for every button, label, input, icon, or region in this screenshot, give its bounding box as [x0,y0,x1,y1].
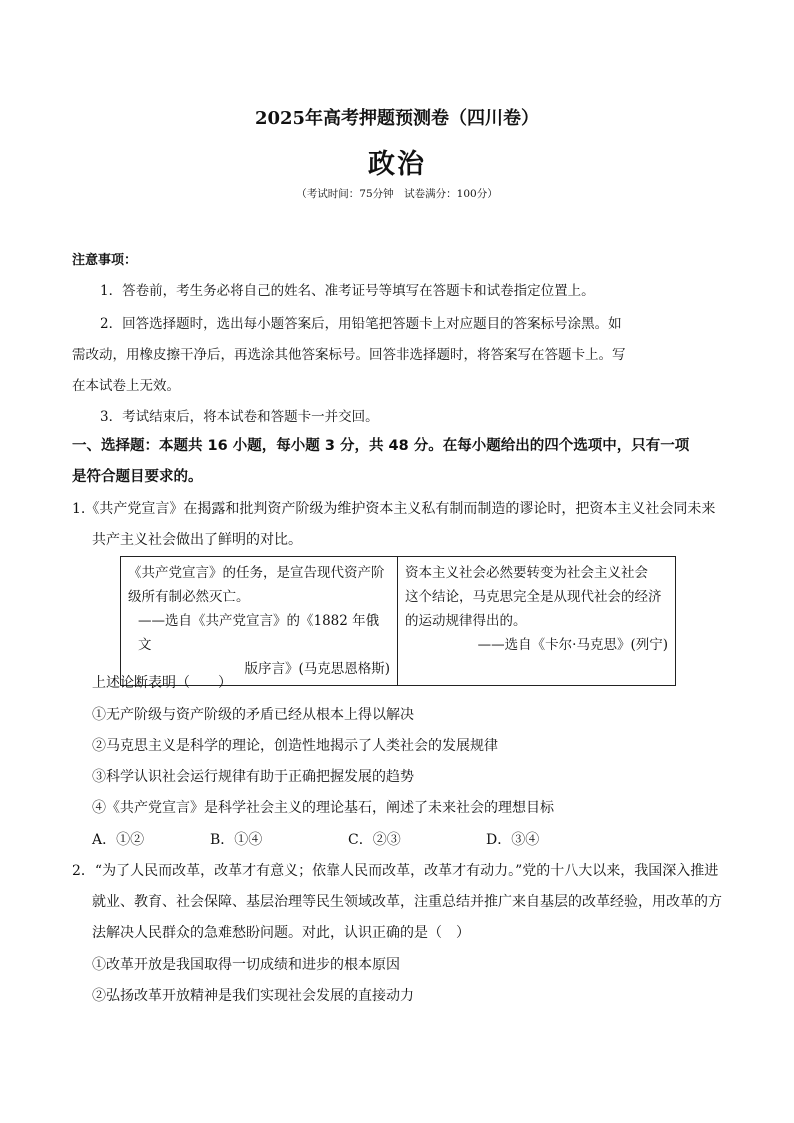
q1-material-left-cell [121,557,398,686]
section-1-heading-line-2: 是符合题目要求的。 [72,469,203,485]
notice-item-2-line-3: 在本试卷上无效。 [72,378,180,394]
q2-statement-2: ②弘扬改革开放精神是我们实现社会发展的直接动力 [92,988,414,1004]
q1-material-right-cell [398,557,676,686]
subject-title: 政治 [368,149,426,180]
notice-item-3: 3．考试结束后，将本试卷和答题卡一并交回。 [100,409,379,425]
notice-title: 注意事项： [72,253,138,268]
q1-left-citation-line-2: 版序言》(马克思恩格斯) [244,661,390,677]
q1-right-text-line-2: 这个结论，马克思完全是从现代社会的经济 [405,589,662,605]
exam-title: 2025年高考押题预测卷（四川卷） [254,108,540,129]
notice-item-1: 1．答卷前，考生务必将自己的姓名、准考证号等填写在答题卡和试卷指定位置上。 [100,283,595,299]
notice-item-2-line-1: 2．回答选择题时，选出每小题答案后，用铅笔把答题卡上对应题目的答案标号涂黑。如 [100,316,622,332]
q1-statement-1: ①无产阶级与资产阶级的矛盾已经从根本上得以解决 [92,707,414,723]
q2-stem-line-3: 法解决人民群众的急难愁盼问题。对此，认识正确的是（ ） [92,925,470,941]
notice-item-2-line-2: 需改动，用橡皮擦干净后，再选涂其他答案标号。回答非选择题时，将答案写在答题卡上。写 [72,347,626,363]
q2-stem-line-2: 就业、教育、社会保障、基层治理等民生领域改革，注重总结并推广来自基层的改革经验，用改革的方 [92,894,722,910]
q1-option-a[interactable]: A．①② [92,832,145,848]
q1-statement-4: ④《共产党宣言》是科学社会主义的理论基石，阐述了未来社会的理想目标 [92,800,554,816]
q1-option-b[interactable]: B．①④ [210,832,263,848]
q1-right-citation: ——选自《卡尔·马克思》(列宁) [477,637,668,653]
q1-statement-2: ②马克思主义是科学的理论，创造性地揭示了人类社会的发展规律 [92,738,498,754]
q1-option-d[interactable]: D．③④ [486,832,540,848]
section-1-heading-line-1: 一、选择题：本题共 16 小题，每小题 3 分，共 48 分。在每小题给出的四个选项中，只有一项 [72,438,690,454]
q1-left-text-line-1: 《共产党宣言》的任务，是宣告现代资产阶 [128,565,385,581]
q1-left-text-line-2: 级所有制必然灭亡。 [128,589,250,605]
q1-right-text-line-1: 资本主义社会必然要转变为社会主义社会 [405,565,648,581]
q1-option-c[interactable]: C．②③ [348,832,401,848]
q1-right-text-line-3: 的运动规律得出的。 [405,613,527,629]
q1-material-table [120,556,676,686]
q1-statement-3: ③科学认识社会运行规律有助于正确把握发展的趋势 [92,769,414,785]
q1-left-citation-line-1: ——选自《共产党宣言》的《1882 年俄文 [138,613,380,653]
q2-stem-line-1: 2．“为了人民而改革，改革才有意义；依靠人民而改革，改革才有动力。”党的十八大以来，我国深入推进 [72,863,719,879]
exam-info: （考试时间：75分钟 试卷满分：100分） [296,188,498,200]
q1-prompt: 上述论断表明（ ） [92,675,232,691]
q2-statement-1: ①改革开放是我国取得一切成绩和进步的根本原因 [92,957,400,973]
q1-stem-line-2: 共产主义社会做出了鲜明的对比。 [92,532,302,548]
q1-stem-line-1: 1.《共产党宣言》在揭露和批判资产阶级为维护资本主义私有制而制造的谬论时，把资本主义社会同未来 [72,501,716,517]
